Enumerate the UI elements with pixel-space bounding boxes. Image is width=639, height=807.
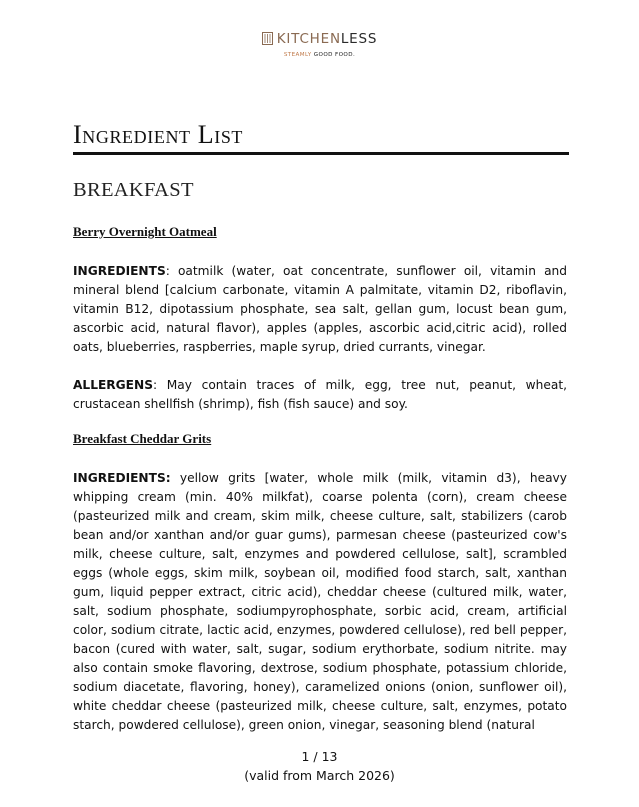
ingredients-label: INGREDIENTS xyxy=(73,264,166,278)
allergens-text: : May contain traces of milk, egg, tree nut, peanut, wheat, crustacean shellfish (shrimp), fish (fish sauce) and soy. xyxy=(73,378,567,411)
allergens-paragraph xyxy=(73,376,567,414)
ingredients-paragraph xyxy=(73,262,567,357)
brand-name-prefix: KITCHEN xyxy=(276,30,341,47)
tagline-rest: GOOD FOOD. xyxy=(311,52,356,58)
ingredients-label: INGREDIENTS: xyxy=(73,471,171,485)
recipe-name: Breakfast Cheddar Grits xyxy=(73,431,212,446)
page-title: Ingredient List xyxy=(73,120,244,149)
ingredients-paragraph xyxy=(73,469,567,735)
ingredient-content xyxy=(73,222,567,754)
recipe-breakfast-cheddar-grits xyxy=(73,429,567,735)
brand-header xyxy=(0,30,639,58)
brand-tagline xyxy=(0,52,639,58)
page-footer xyxy=(0,747,639,785)
kitchenless-logo-icon xyxy=(262,32,273,45)
brand-name-suffix: LESS xyxy=(340,30,378,47)
brand-row xyxy=(262,31,378,47)
recipe-name: Berry Overnight Oatmeal xyxy=(73,224,217,239)
recipe-berry-overnight-oatmeal xyxy=(73,222,567,414)
validity-note: (valid from March 2026) xyxy=(244,768,395,783)
tagline-accent: STEAMLY xyxy=(283,52,312,58)
ingredients-text: yellow grits [water, whole milk (milk, vitamin d3), heavy whipping cream (min. 40% milkfat), coarse polenta (corn), cream cheese (pasteurized milk and cream, skim milk, cheese culture, salt, stabilizers (carob bean and/or xanthan and/or guar gums), parmesan cheese (pasteurized cow's milk, cheese culture, salt, enzymes and powdered cellulose, salt], scrambled eggs (whole eggs, skim milk, soybean oil, modified food starch, salt, xanthan gum, liquid pepper extract, citric acid), cheddar cheese (cultured milk, water, salt, sodium phosphate, sodiumpyrophosphate, sorbic acid, cream, artificial color, sodium citrate, lactic acid, enzymes, powdered cellulose), red bell pepper, bacon (cured with water, salt, sugar, sodium erythorbate, sodium nitrite. may also contain smoke flavoring, dextrose, sodium phosphate, potassium chloride, sodium diacetate, flavoring, honey), caramelized onions (onion, sunflower oil), white cheddar cheese (pasteurized milk, cheese culture, salt, enzymes, potato starch, powdered cellulose), green onion, vinegar, seasoning blend (natural xyxy=(73,471,567,732)
allergens-label: ALLERGENS xyxy=(73,378,153,392)
title-divider xyxy=(73,152,569,155)
section-title-breakfast: BREAKFAST xyxy=(73,179,194,201)
ingredients-text: : oatmilk (water, oat concentrate, sunflower oil, vitamin and mineral blend [calcium carbonate, vitamin A palmitate, vitamin D2, riboflavin, vitamin B12, dipotassium phosphate, sea salt, gellan gum, locust bean gum, ascorbic acid, natural flavor), apples (apples, ascorbic acid,citric acid), rolled oats, blueberries, raspberries, maple syrup, dried currants, vinegar. xyxy=(73,264,567,354)
brand-name xyxy=(277,31,378,47)
page-number: 1 / 13 xyxy=(301,749,338,764)
